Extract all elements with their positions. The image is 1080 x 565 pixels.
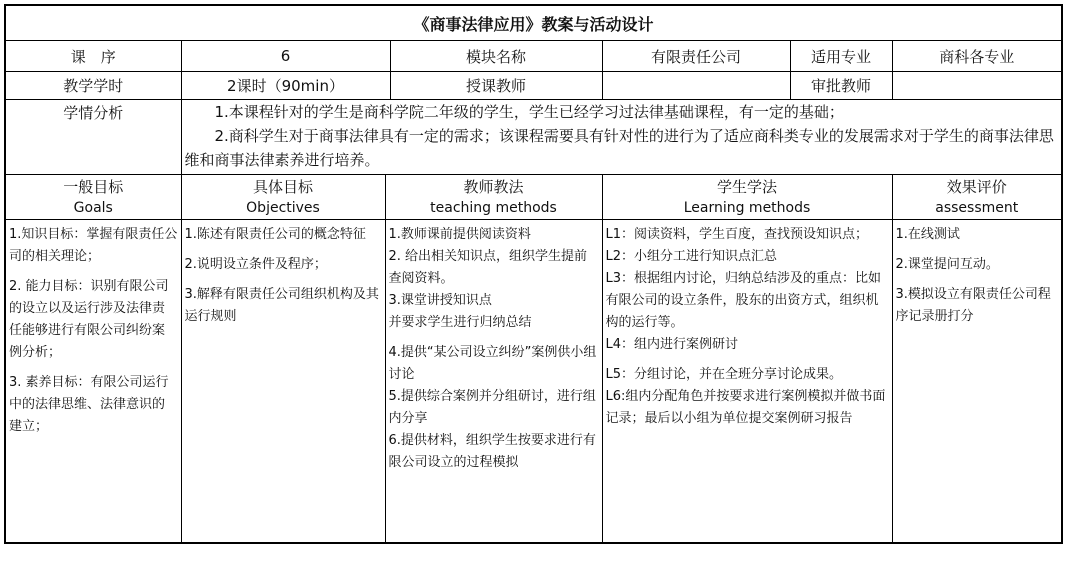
teaching-header-zh: 教师教法 bbox=[463, 178, 524, 196]
learning-item: L3：根据组内讨论，归纳总结涉及的重点：比如有限公司的设立条件，股东的出资方式，组织机构的运行等。 bbox=[605, 271, 882, 330]
module-name-label: 模块名称 bbox=[390, 41, 602, 72]
assessment-item: 1.在线测试 bbox=[895, 227, 960, 242]
assessment-header-en: assessment bbox=[935, 200, 1019, 216]
goal-item: 1.知识目标：掌握有限责任公司的相关理论； bbox=[9, 227, 178, 264]
learning-item: L2：小组分工进行知识点汇总 bbox=[605, 249, 778, 264]
learning-header-en: Learning methods bbox=[683, 200, 811, 216]
teaching-item: 2. 给出相关知识点，组织学生提前查阅资料。 bbox=[388, 249, 588, 286]
learning-item: L4：组内进行案例研讨 bbox=[605, 337, 739, 352]
analysis-paragraph-1: 1.本课程针对的学生是商科学院二年级的学生，学生已经学习过法律基础课程，有一定的基础； bbox=[214, 103, 844, 121]
goal-item: 3. 素养目标：有限公司运行中的法律思维、法律意识的建立； bbox=[9, 375, 169, 434]
goals-cell bbox=[5, 220, 181, 544]
learning-header bbox=[602, 175, 892, 220]
objectives-header bbox=[181, 175, 385, 220]
approver-label: 审批教师 bbox=[790, 72, 892, 100]
hours-value: 2课时（90min） bbox=[181, 72, 390, 100]
analysis-label: 学情分析 bbox=[5, 100, 181, 175]
assessment-header bbox=[892, 175, 1062, 220]
goals-header-en: Goals bbox=[73, 200, 113, 216]
goal-item: 2. 能力目标：识别有限公司的设立以及运行涉及法律责任能够进行有限公司纠纷案例分析； bbox=[9, 279, 169, 360]
hours-label: 教学学时 bbox=[5, 72, 181, 100]
goals-header-zh: 一般目标 bbox=[63, 178, 124, 196]
analysis-text bbox=[181, 100, 1062, 175]
learning-item: L5：分组讨论，并在全班分享讨论成果。 bbox=[605, 367, 843, 382]
goals-header bbox=[5, 175, 181, 220]
lesson-number-value: 6 bbox=[181, 41, 390, 72]
assessment-item: 3.模拟设立有限责任公司程序记录册打分 bbox=[895, 287, 1051, 324]
teaching-item: 1.教师课前提供阅读资料 bbox=[388, 227, 531, 242]
module-name-value: 有限责任公司 bbox=[602, 41, 790, 72]
approver-value bbox=[892, 72, 1062, 100]
major-label: 适用专业 bbox=[790, 41, 892, 72]
teaching-item: 4.提供“某公司设立纠纷”案例供小组讨论 bbox=[388, 345, 597, 382]
teaching-item: 6.提供材料，组织学生按要求进行有限公司设立的过程模拟 bbox=[388, 433, 596, 470]
assessment-cell bbox=[892, 220, 1062, 544]
teaching-header-en: teaching methods bbox=[430, 200, 557, 216]
teacher-label: 授课教师 bbox=[390, 72, 602, 100]
document-title: 《商事法律应用》教案与活动设计 bbox=[5, 5, 1062, 41]
objectives-header-zh: 具体目标 bbox=[252, 178, 313, 196]
teaching-cell bbox=[385, 220, 602, 544]
objective-item: 1.陈述有限责任公司的概念特征 bbox=[184, 227, 366, 242]
assessment-header-zh: 效果评价 bbox=[946, 178, 1007, 196]
objective-item: 3.解释有限责任公司组织机构及其运行规则 bbox=[184, 287, 379, 324]
lesson-number-label: 课 序 bbox=[5, 41, 181, 72]
teaching-header bbox=[385, 175, 602, 220]
learning-item: L6:组内分配角色并按要求进行案例模拟并做书面记录；最后以小组为单位提交案例研习报告 bbox=[605, 389, 886, 426]
teaching-item: 5.提供综合案例并分组研讨，进行组内分享 bbox=[388, 389, 596, 426]
major-value: 商科各专业 bbox=[892, 41, 1062, 72]
objective-item: 2.说明设立条件及程序； bbox=[184, 257, 327, 272]
objectives-cell bbox=[181, 220, 385, 544]
learning-item: L1：阅读资料，学生百度，查找预设知识点； bbox=[605, 227, 869, 242]
assessment-item: 2.课堂提问互动。 bbox=[895, 257, 999, 272]
learning-cell bbox=[602, 220, 892, 544]
teaching-item: 3.课堂讲授知识点 并要求学生进行归纳总结 bbox=[388, 293, 532, 330]
teacher-value bbox=[602, 72, 790, 100]
analysis-paragraph-2: 2.商科学生对于商事法律具有一定的需求；该课程需要具有针对性的进行为了适应商科类专业的发展需求对于学生的商事法律思维和商事法律素养进行培养。 bbox=[184, 127, 1054, 169]
learning-header-zh: 学生学法 bbox=[716, 178, 777, 196]
objectives-header-en: Objectives bbox=[246, 200, 320, 216]
lesson-plan-table bbox=[4, 4, 1063, 544]
